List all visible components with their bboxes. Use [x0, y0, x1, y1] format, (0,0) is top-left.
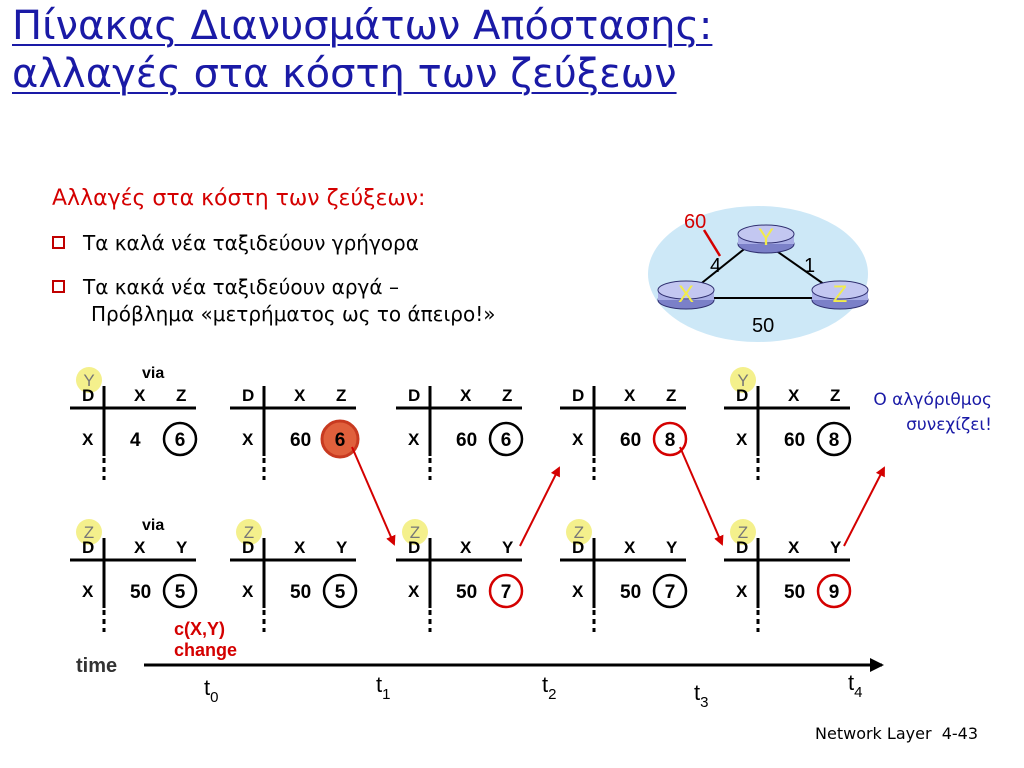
change-label-line-1: c(X,Y)	[174, 619, 226, 639]
min-cost-value: 8	[828, 430, 840, 451]
min-cost-value: 9	[828, 582, 840, 603]
distance-table-y-2	[396, 386, 522, 480]
timeline-label: time	[76, 655, 118, 677]
column-header: X	[134, 386, 146, 405]
distance-table-z-0	[70, 517, 196, 632]
router-z-label: Z	[832, 281, 848, 308]
row-label: X	[736, 582, 748, 601]
distance-table-z-3	[560, 519, 686, 632]
column-header: X	[460, 538, 472, 557]
column-header: D	[408, 538, 421, 557]
min-cost-value: 6	[174, 430, 186, 451]
column-header: Y	[502, 538, 514, 557]
time-tick-label: $t_1$	[376, 672, 391, 703]
row-label: X	[82, 430, 94, 449]
router-z	[812, 281, 868, 309]
column-header: D	[242, 386, 255, 405]
cost-via-x: 60	[456, 430, 478, 451]
router-x	[658, 281, 714, 309]
cost-via-x: 50	[784, 582, 806, 603]
distance-table-z-2	[396, 519, 522, 632]
cost-via-x: 50	[620, 582, 642, 603]
node-owner-label: Z	[409, 523, 421, 542]
column-header: X	[460, 386, 472, 405]
router-x-label: X	[677, 281, 695, 308]
column-header: D	[408, 386, 421, 405]
cost-via-x: 50	[456, 582, 478, 603]
cost-via-x: 60	[290, 430, 312, 451]
time-tick-label: $t_3$	[694, 680, 709, 711]
column-header: Y	[176, 538, 188, 557]
column-header: D	[82, 386, 95, 405]
min-cost-value: 6	[334, 430, 346, 451]
bullet-bad-news	[52, 274, 495, 328]
node-owner-label: Y	[737, 371, 749, 390]
bullet-square-icon	[52, 236, 65, 249]
column-header: D	[82, 538, 95, 557]
node-owner-label: Z	[83, 523, 95, 542]
column-header: X	[134, 538, 146, 557]
min-cost-value: 5	[334, 582, 346, 603]
column-header: X	[788, 386, 800, 405]
link-xy-new-cost: 60	[684, 211, 707, 233]
column-header: X	[294, 538, 306, 557]
cost-via-x: 50	[290, 582, 312, 603]
node-owner-label: Z	[243, 523, 255, 542]
time-tick-label: $t_0$	[204, 675, 219, 706]
row-label: X	[572, 582, 584, 601]
column-header: Y	[830, 538, 842, 557]
distance-table-y-4	[724, 367, 850, 480]
column-header: X	[624, 386, 636, 405]
note-line-2: συνεχίζει!	[906, 414, 992, 435]
subheading: Αλλαγές στα κόστη των ζεύξεων:	[52, 186, 426, 211]
min-cost-value: 5	[174, 582, 186, 603]
slide-title	[12, 2, 1012, 98]
row-label: X	[242, 582, 254, 601]
row-label: X	[572, 430, 584, 449]
column-header: Y	[336, 538, 348, 557]
min-cost-value: 8	[664, 430, 676, 451]
update-arrow-t3-t4	[844, 468, 884, 546]
title-line-1: Πίνακας Διανυσμάτων Απόστασης:	[12, 3, 713, 49]
min-cost-value: 6	[500, 430, 512, 451]
column-header: Y	[666, 538, 678, 557]
router-y	[738, 224, 794, 253]
min-cost-value: 7	[664, 582, 676, 603]
cost-via-x: 60	[784, 430, 806, 451]
update-arrow-t1-t2	[520, 468, 559, 546]
column-header: D	[736, 386, 749, 405]
row-label: X	[736, 430, 748, 449]
distance-table-y-0	[70, 365, 196, 480]
column-header: Z	[336, 386, 347, 405]
node-owner-label: Z	[573, 523, 585, 542]
link-xy-old-cost: 4	[710, 255, 722, 277]
page-number: 4-43	[941, 724, 978, 743]
update-arrow-t2-t3	[680, 447, 722, 544]
cost-via-x: 4	[130, 430, 141, 451]
column-header: D	[242, 538, 255, 557]
time-tick-4	[848, 670, 862, 701]
column-header: Z	[502, 386, 513, 405]
link-xz-cost: 50	[752, 315, 775, 337]
time-tick-2	[542, 672, 556, 703]
column-header: Z	[176, 386, 187, 405]
note-line-1: Ο αλγόριθμος	[873, 390, 992, 410]
cost-via-x: 50	[130, 582, 152, 603]
change-label-line-2: change	[174, 640, 238, 660]
row-label: X	[408, 430, 420, 449]
column-header: D	[572, 386, 585, 405]
distance-table-y-3	[560, 386, 686, 480]
column-header: X	[624, 538, 636, 557]
column-header: Z	[666, 386, 677, 405]
row-label: X	[242, 430, 254, 449]
row-label: X	[408, 582, 420, 601]
min-cost-value: 7	[500, 582, 512, 603]
column-header: X	[294, 386, 306, 405]
bullet-text: Τα κακά νέα ταξιδεύουν αργά –	[83, 275, 399, 299]
via-label: via	[142, 365, 165, 382]
tables-layer	[70, 365, 850, 632]
column-header: D	[572, 538, 585, 557]
column-header: D	[736, 538, 749, 557]
distance-tables	[0, 350, 1024, 720]
network-diagram	[640, 196, 880, 346]
node-owner-label: Z	[737, 523, 749, 542]
distance-table-z-1	[230, 519, 356, 632]
bullet-text: Τα καλά νέα ταξιδεύουν γρήγορα	[83, 231, 419, 255]
via-label: via	[142, 517, 165, 534]
bullet-continuation: Πρόβλημα «μετρήματος ως το άπειρο!»	[91, 302, 496, 326]
time-tick-1	[376, 672, 390, 703]
distance-table-y-1	[230, 386, 358, 480]
row-label: X	[82, 582, 94, 601]
timeline-ticks	[204, 670, 862, 711]
link-yz-cost: 1	[804, 255, 816, 277]
distance-table-z-4	[724, 519, 850, 632]
column-header: Z	[830, 386, 841, 405]
cost-via-x: 60	[620, 430, 642, 451]
node-owner-label: Y	[83, 371, 95, 390]
time-tick-label: $t_4$	[848, 670, 863, 701]
update-arrow-t0-t1	[352, 447, 394, 544]
time-tick-0	[204, 675, 218, 706]
footer-label: Network Layer	[815, 724, 932, 743]
router-y-label: Y	[757, 224, 775, 251]
time-tick-label: $t_2$	[542, 672, 557, 703]
bullet-square-icon	[52, 280, 65, 293]
time-tick-3	[694, 680, 708, 711]
slide-footer	[815, 724, 978, 743]
title-line-2: αλλαγές στα κόστη των ζεύξεων	[12, 51, 677, 97]
bullet-good-news	[52, 230, 419, 257]
column-header: X	[788, 538, 800, 557]
